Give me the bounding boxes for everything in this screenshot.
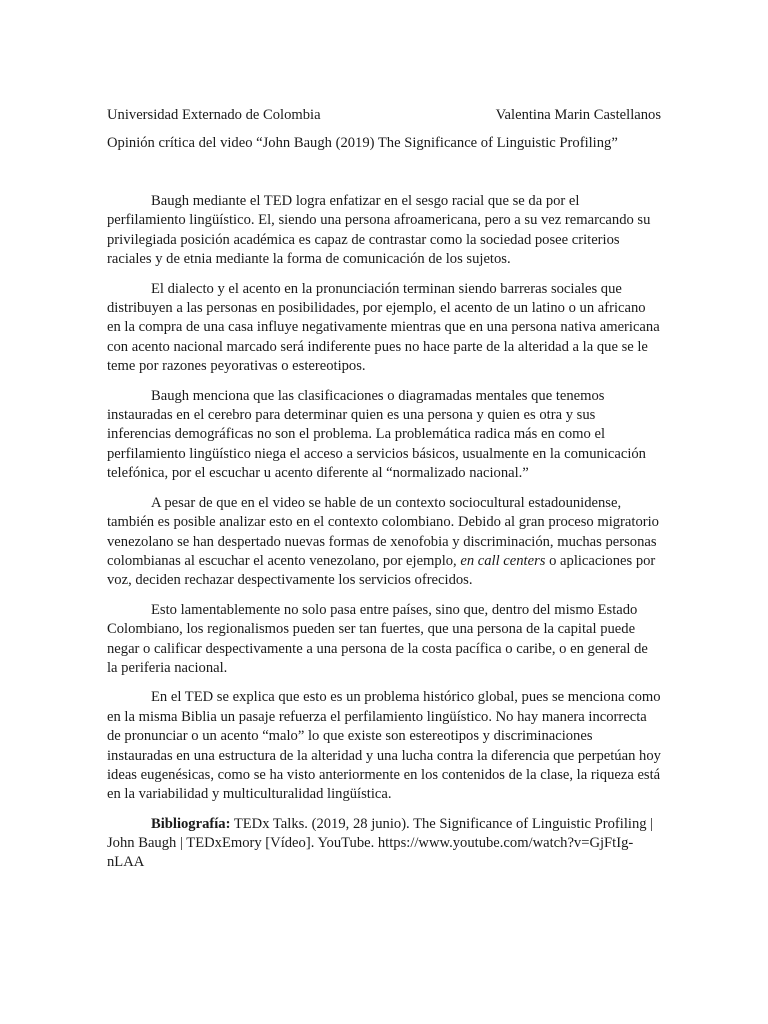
paragraph-4-start: A pesar de que en el video se hable de un contexto sociocultural estadounidense, también es posible analizar esto en el contexto colombiano. Debido al gran proceso migratorio venezolano se han despertado nuevas formas de xenofobia y discriminación, muchas personas colombianas al escuchar el acento venezolano, por ejemplo,: [107, 494, 659, 569]
header-row: [107, 106, 661, 125]
paragraph-1: Baugh mediante el TED logra enfatizar en el sesgo racial que se da por el perfilamiento lingüístico. El, siendo una persona afroamericana, pero a su vez remarcando su privilegiada posición académica es capaz de contrastar como la sociedad posee criterios raciales y de etnia mediante la forma de comunicación de los sujetos.: [107, 193, 651, 268]
bibliography-text: TEDx Talks. (2019, 28 junio). The Significance of Linguistic Profiling | John Baugh | TEDxEmory [Vídeo]. YouTube. https://www.youtube.com/watch?v=GjFtIg-nLAA: [107, 815, 654, 870]
document-body: [107, 192, 661, 872]
document-title: Opinión crítica del video “John Baugh (2019) The Significance of Linguistic Profiling”: [107, 135, 618, 151]
document-page: [107, 106, 661, 872]
bibliography-label: Bibliografía:: [151, 815, 231, 832]
paragraph-4-italic: en call centers: [460, 552, 546, 569]
paragraph-5: Esto lamentablemente no solo pasa entre países, sino que, dentro del mismo Estado Colombiano, los regionalismos pueden ser tan fuertes, que una persona de la capital puede negar o calificar despectivamente a una persona de la costa pacífica o caribe, o en general de la periferia nacional.: [107, 601, 648, 676]
paragraph-4-end: o aplicaciones por voz, deciden rechazar despectivamente los servicios ofrecidos.: [107, 552, 656, 589]
paragraph-2: El dialecto y el acento en la pronunciación terminan siendo barreras sociales que distribuyen a las personas en posibilidades, por ejemplo, el acento de un latino o un africano en la compra de una casa influye negativamente mientras que en una persona nativa americana con acento nacional marcado será indiferente pues no hace parte de la alteridad a la que se le teme por razones peyorativas o estereotipos.: [107, 280, 660, 375]
institution-name: Universidad Externado de Colombia: [107, 107, 321, 123]
paragraph-3: Baugh menciona que las clasificaciones o diagramadas mentales que tenemos instauradas en el cerebro para determinar quien es una persona y quien es otra y sus inferencias demográficas no son el problema. La problemática radica más en como el perfilamiento lingüístico niega el acceso a servicios básicos, usualmente en la comunicación telefónica, por el escuchar u acento diferente al “normalizado nacional.”: [107, 387, 646, 482]
paragraph-6: En el TED se explica que esto es un problema histórico global, pues se menciona como en la misma Biblia un pasaje refuerza el perfilamiento lingüístico. No hay manera incorrecta de pronunciar o un acento “malo” lo que existe son estereotipos y discriminaciones instauradas en una estructura de la alteridad y una lucha contra la diferencia que perpetúan hoy ideas eugenésicas, como se ha visto anteriormente en los contenidos de la clase, la riqueza está en la variabilidad y multiculturalidad lingüística.: [107, 689, 661, 803]
paragraph-4: [107, 494, 661, 591]
bibliography: [107, 815, 661, 872]
author-name: Valentina Marin Castellanos: [495, 107, 661, 123]
